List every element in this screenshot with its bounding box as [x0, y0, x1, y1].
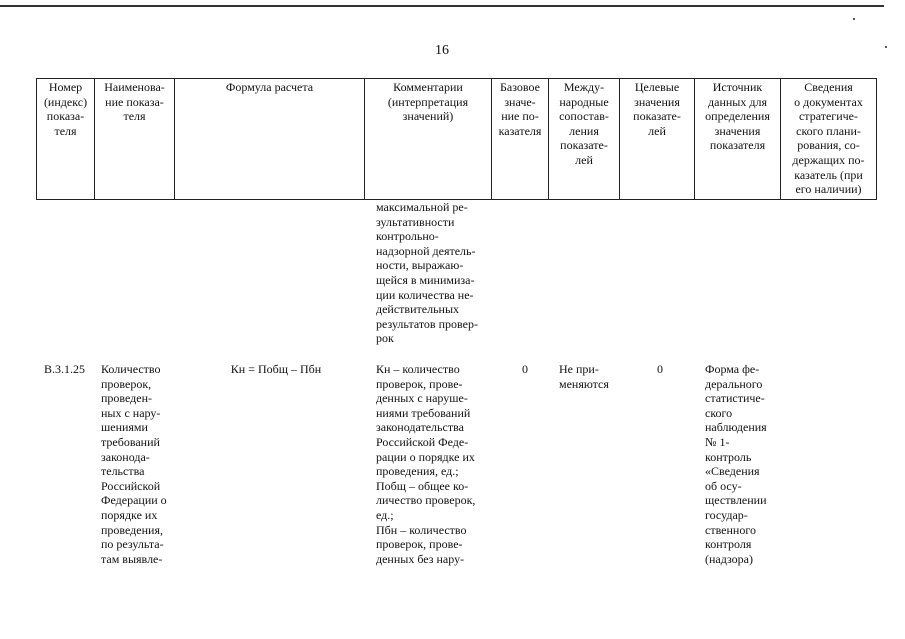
- text-line: Российской: [101, 478, 161, 493]
- text-line: ления: [569, 123, 599, 138]
- text-line: дерального: [705, 376, 763, 391]
- text-line: № 1-: [705, 434, 730, 449]
- text-line: ниями требований: [376, 405, 471, 420]
- text-line: денных без нару-: [376, 551, 465, 566]
- text-line: шениями: [101, 420, 148, 435]
- text-line: значения: [634, 94, 680, 109]
- header-international: [549, 79, 620, 200]
- text-line: законода-: [101, 449, 150, 464]
- text-line: контроль: [705, 449, 752, 464]
- text-line: ственного: [705, 522, 756, 537]
- text-line: Целевые: [634, 80, 680, 94]
- text-line: результатов провер-: [376, 316, 478, 331]
- text-line: Форма фе-: [705, 362, 760, 376]
- text-line: контроля: [705, 537, 752, 552]
- text-line: действительных: [376, 302, 460, 317]
- text-line: о документах: [794, 94, 863, 109]
- header-name: [95, 79, 175, 200]
- text-line: теля: [54, 123, 77, 138]
- text-line: меняются: [559, 376, 609, 391]
- text-line: проведения,: [101, 522, 163, 537]
- text-line: Наименова-: [104, 80, 165, 94]
- text-line: Номер: [48, 80, 83, 94]
- text-line: показателя: [709, 138, 766, 153]
- text-line: зультативности: [376, 214, 455, 229]
- text-line: щейся в минимиза-: [376, 272, 475, 287]
- text-line: данных для: [708, 94, 767, 109]
- indicator-table-header: [36, 78, 877, 200]
- text-line: «Сведения: [705, 464, 760, 479]
- target-value: 0: [657, 362, 663, 376]
- text-line: (надзора): [705, 551, 753, 566]
- text-line: статистиче-: [705, 391, 765, 406]
- text-line: тельства: [101, 464, 145, 479]
- text-line: там выявле-: [101, 551, 163, 566]
- text-line: Источник: [712, 80, 763, 94]
- header-target-values: [620, 79, 695, 200]
- text-line: проверок, прове-: [376, 537, 463, 552]
- text-line: ных с нару-: [101, 405, 161, 420]
- text-line: Сведения: [804, 80, 853, 94]
- indicator-formula: Кн = Побщ – Пбн: [230, 362, 322, 376]
- indicator-code: В.3.1.25: [44, 362, 86, 376]
- text-line: показате-: [633, 109, 681, 124]
- text-line: Федерации о: [101, 493, 167, 508]
- text-line: теля: [123, 109, 146, 124]
- indicator-name: [101, 362, 181, 566]
- text-line: (индекс): [43, 94, 88, 109]
- text-line: ние по-: [501, 109, 539, 124]
- text-line: сопостав-: [559, 109, 609, 124]
- indicator-comment: [376, 362, 494, 566]
- text-line: проверок,: [101, 376, 152, 391]
- text-line: лей: [648, 123, 666, 138]
- base-value: 0: [522, 362, 528, 376]
- text-line: ности, выражаю-: [376, 258, 464, 273]
- text-line: государ-: [705, 507, 748, 522]
- text-line: контрольно-: [376, 229, 439, 244]
- text-line: ед.;: [376, 507, 394, 522]
- international-comparison: [559, 362, 621, 391]
- text-line: ции количества не-: [376, 287, 474, 302]
- page-number: 16: [435, 43, 449, 58]
- text-line: порядке их: [101, 507, 158, 522]
- header-comments: [365, 79, 492, 200]
- text-line: ществлении: [705, 493, 767, 508]
- text-line: лей: [575, 152, 593, 167]
- text-line: максимальной ре-: [376, 200, 468, 214]
- text-line: Формула расчета: [225, 80, 314, 94]
- text-line: показа-: [46, 109, 85, 124]
- text-line: рок: [376, 331, 394, 346]
- text-line: народные: [559, 94, 609, 109]
- text-line: значений): [402, 109, 454, 124]
- text-line: значения: [714, 123, 761, 138]
- text-line: казателя: [498, 123, 542, 138]
- text-line: ние показа-: [105, 94, 164, 109]
- header-strategic-docs: [781, 79, 877, 200]
- text-line: Российской Феде-: [376, 434, 469, 449]
- text-line: требований: [101, 434, 160, 449]
- text-line: Побщ – общее ко-: [376, 478, 469, 493]
- header-data-source: [695, 79, 781, 200]
- text-line: значе-: [504, 94, 536, 109]
- header-formula: [175, 79, 365, 200]
- text-line: его наличии): [795, 182, 862, 197]
- text-line: держащих по-: [792, 152, 865, 167]
- text-line: Кн – количество: [376, 362, 460, 376]
- top-rule: [0, 5, 884, 7]
- text-line: Базовое: [500, 80, 540, 94]
- text-line: проведен-: [101, 391, 153, 406]
- text-line: Количество: [101, 362, 161, 376]
- text-line: надзорной деятель-: [376, 243, 476, 258]
- scan-speck: [853, 18, 855, 20]
- text-line: казатель (при: [794, 167, 863, 182]
- text-line: проведения, ед.;: [376, 464, 459, 479]
- text-line: наблюдения: [705, 420, 767, 435]
- text-line: денных с наруше-: [376, 391, 468, 406]
- text-line: Не при-: [559, 362, 599, 376]
- text-line: об осу-: [705, 478, 742, 493]
- text-line: по результа-: [101, 537, 164, 552]
- text-line: проверок, прове-: [376, 376, 463, 391]
- text-line: Между-: [563, 80, 605, 94]
- scan-speck: [885, 46, 887, 48]
- text-line: стратегиче-: [798, 109, 858, 124]
- comment-continuation: [376, 200, 494, 346]
- text-line: Комментарии: [393, 80, 463, 94]
- text-line: законодательства: [376, 420, 464, 435]
- header-index: [37, 79, 95, 200]
- text-line: рования, со-: [797, 138, 860, 153]
- data-source: [705, 362, 779, 566]
- text-line: показате-: [560, 138, 608, 153]
- header-base-value: [492, 79, 549, 200]
- text-line: личество проверок,: [376, 493, 476, 508]
- text-line: рации о порядке их: [376, 449, 475, 464]
- text-line: Пбн – количество: [376, 522, 467, 537]
- text-line: определения: [705, 109, 770, 124]
- text-line: ского: [705, 405, 733, 420]
- text-line: (интерпретация: [387, 94, 469, 109]
- text-line: ского плани-: [796, 123, 861, 138]
